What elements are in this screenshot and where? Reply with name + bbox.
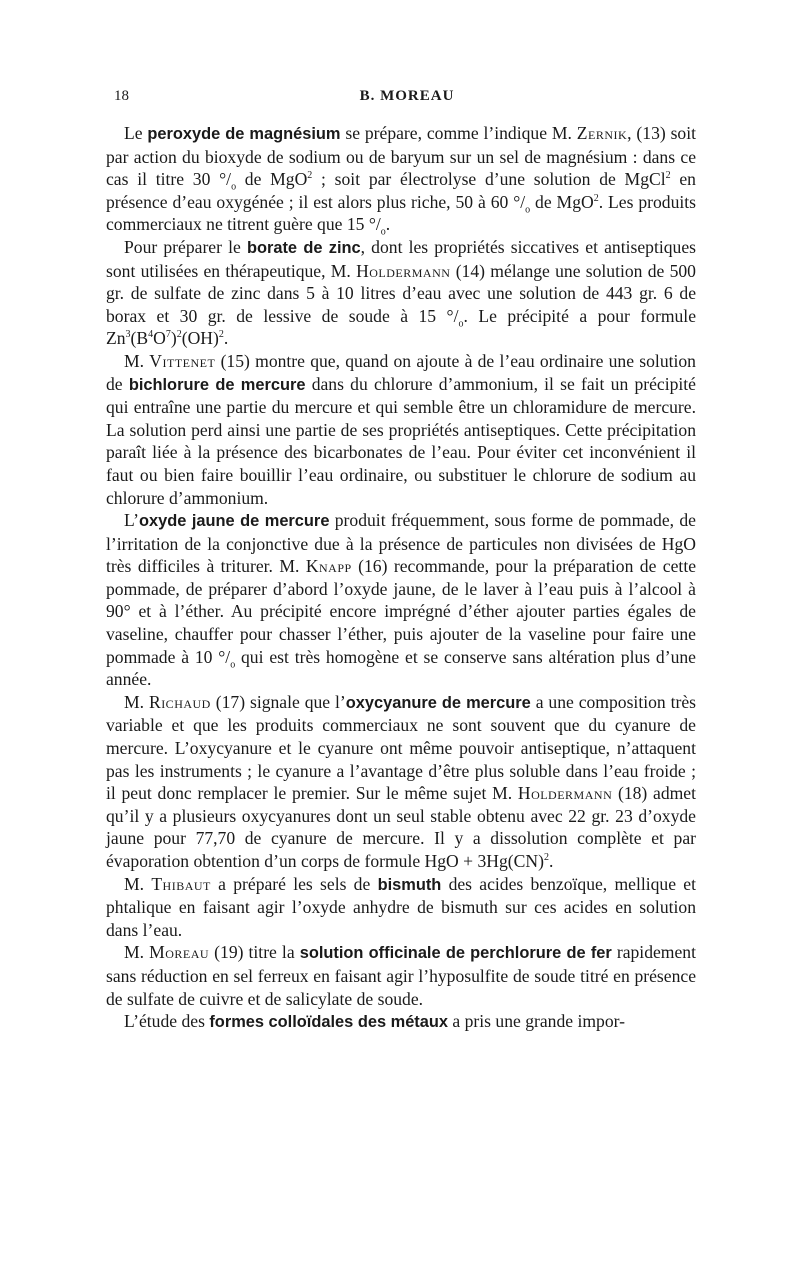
superscript: 7 [165,329,171,341]
superscript: 2 [665,170,671,182]
text-run: (16) recommande, pour la préparation de cette pommade, de préparer d’abord l’oxyde jaune, de le laver à l’eau puis à l’alcool à 90° et à l’éther. Au précipité encore imprégné d’éther ajouter parties égales de vaseline, chauffer pour chasser l’éther, puis ajouter de la vaseline pour faire une pommade à 10 °/ [106,556,697,667]
text-run: , (13) soit par action du bioxyde de sodium ou de baryum sur un sel de magnésium : dans ce cas il titre 30 °/ [106,123,696,190]
running-title: B. MOREAU [359,88,455,104]
text-run: (17) signale que l’ [210,691,346,712]
paragraph [106,509,696,691]
paragraph [106,122,696,236]
text-run: . [223,328,229,349]
author-name: Thibaut [151,873,211,894]
text-run: (15) montre que, quand on ajoute à de l’eau ordinaire une solution de [106,350,696,394]
author-name: Knapp [305,556,352,577]
subscript: o [458,318,464,330]
paragraph [106,691,696,873]
bold-term: borate de zinc [246,238,361,257]
text-run: a préparé les sels de [210,873,378,894]
text-run: M. [124,691,149,712]
superscript: 2 [307,170,313,182]
bold-term: oxycyanure de mercure [345,693,531,712]
text-run: en présence d’eau oxygénée ; il est alors plus riche, 50 à 60 °/ [106,169,696,212]
body-text [106,122,696,1034]
superscript: 2 [543,852,549,864]
author-name: Vittenet [149,350,216,371]
author-name: Holdermann [356,260,451,281]
superscript: 3 [125,329,131,341]
text-run: Le [124,123,148,143]
text-run: rapidement sans réduction en sel ferreux en faisant agir l’hyposulfite de soude titré en présence de sulfate de cuivre et de salicylate de soude. [106,942,696,1009]
bold-term: peroxyde de magnésium [147,125,341,143]
subscript: o [230,659,236,671]
paragraph [106,350,696,509]
text-run: . Les produits commerciaux ne titrent guère que 15 °/ [106,191,696,235]
text-run: de MgO [530,191,594,212]
text-run: (19) titre la [209,942,300,963]
author-name: Holdermann [517,783,613,804]
text-run: M. [124,942,150,963]
text-run: M. [124,873,152,894]
text-run: . [385,214,391,235]
text-run: L’étude des [124,1011,210,1032]
bold-term: solution officinale de perchlorure de fer [299,944,612,963]
text-run: O [153,328,166,349]
paragraph [106,873,696,942]
subscript: o [380,226,386,238]
text-run: ; soit par électrolyse d’une solution de MgCl [312,169,666,190]
text-run: (18) admet qu’il y a plusieurs oxycyanures dont un seul stable obtenu avec 22 gr. 23 d’oxyde jaune pour 77,70 de cyanure de mercure. Il y a dissolution complète et par évaporation obtention d’un corps de formule HgO + 3Hg(CN) [106,783,696,871]
author-name: Zernik [576,123,628,143]
superscript: 2 [593,192,599,204]
author-name: Moreau [149,942,210,963]
paragraph [106,1010,696,1034]
bold-term: oxyde jaune de mercure [139,512,330,531]
text-run: se prépare, comme l’indique M. [340,123,577,143]
text-run: Pour préparer le [124,236,247,257]
text-run: , dont les propriétés siccatives et antiseptiques sont utilisées en thérapeutique, M. [106,236,696,281]
text-run: . Le précipité a pour formule Zn [106,305,696,349]
page-header [106,88,708,110]
text-run: M. [124,350,150,371]
text-run: de MgO [236,169,308,190]
bold-term: bismuth [377,875,442,894]
author-name: Richaud [148,691,211,712]
superscript: 2 [176,329,182,341]
bold-term: formes colloïdales des métaux [209,1013,449,1032]
superscript: 4 [148,329,154,341]
text-run: dans du chlorure d’ammonium, il se fait un précipité qui entraîne une partie du mercure et qui semble être un chloramidure de mercure. La solution perd ainsi une partie de ses propriétés antiseptiques. Cette précipitation paraît liée à la présence des bicarbonates de l’eau. Pour éviter cet inconvénient il faut ou bien faire bouillir l’eau ordinaire, ou substituer le chlorure de sodium au chlorure d’ammonium. [106,373,696,508]
text-run: a pris une grande impor- [448,1011,626,1032]
paragraph [106,941,696,1010]
text-run: ) [170,328,177,349]
superscript: 2 [218,329,224,341]
text-run: (OH) [181,328,219,349]
text-run: . [548,851,554,871]
text-run: des acides benzoïque, mellique et phtalique en faisant agir l’oxyde anhydre de bismuth sur ces acides en solution dans l’eau. [106,873,696,940]
text-run: a une composition très variable et que les produits commerciaux ne sont souvent que du cyanure de mercure. L’oxycyanure et le cyanure ont même pouvoir antiseptique, n’attaquent pas les instruments ; le cyanure a l’avantage d’être plus soluble dans l’eau froide ; il peut donc remplacer le premier. Sur le même sujet M. [106,691,696,804]
page-number: 18 [114,88,129,104]
subscript: o [231,181,237,193]
text-run: produit fréquemment, sous forme de pommade, de l’irritation de la conjonctive due à la présence de particules non divisées de HgO très difficiles à triturer. M. [106,510,696,577]
text-run: (B [130,328,149,349]
bold-term: bichlorure de mercure [128,375,306,394]
text-run: L’ [124,510,139,531]
text-run: (14) mélange une solution de 500 gr. de sulfate de zinc dans 5 à 10 litres d’eau avec une solution de 443 gr. 6 de borax et 30 gr. de lessive de soude à 15 °/ [106,260,696,326]
paragraph [106,236,696,350]
text-run: qui est très homogène et se conserve sans altération plus d’une année. [106,646,696,690]
subscript: o [525,204,531,216]
